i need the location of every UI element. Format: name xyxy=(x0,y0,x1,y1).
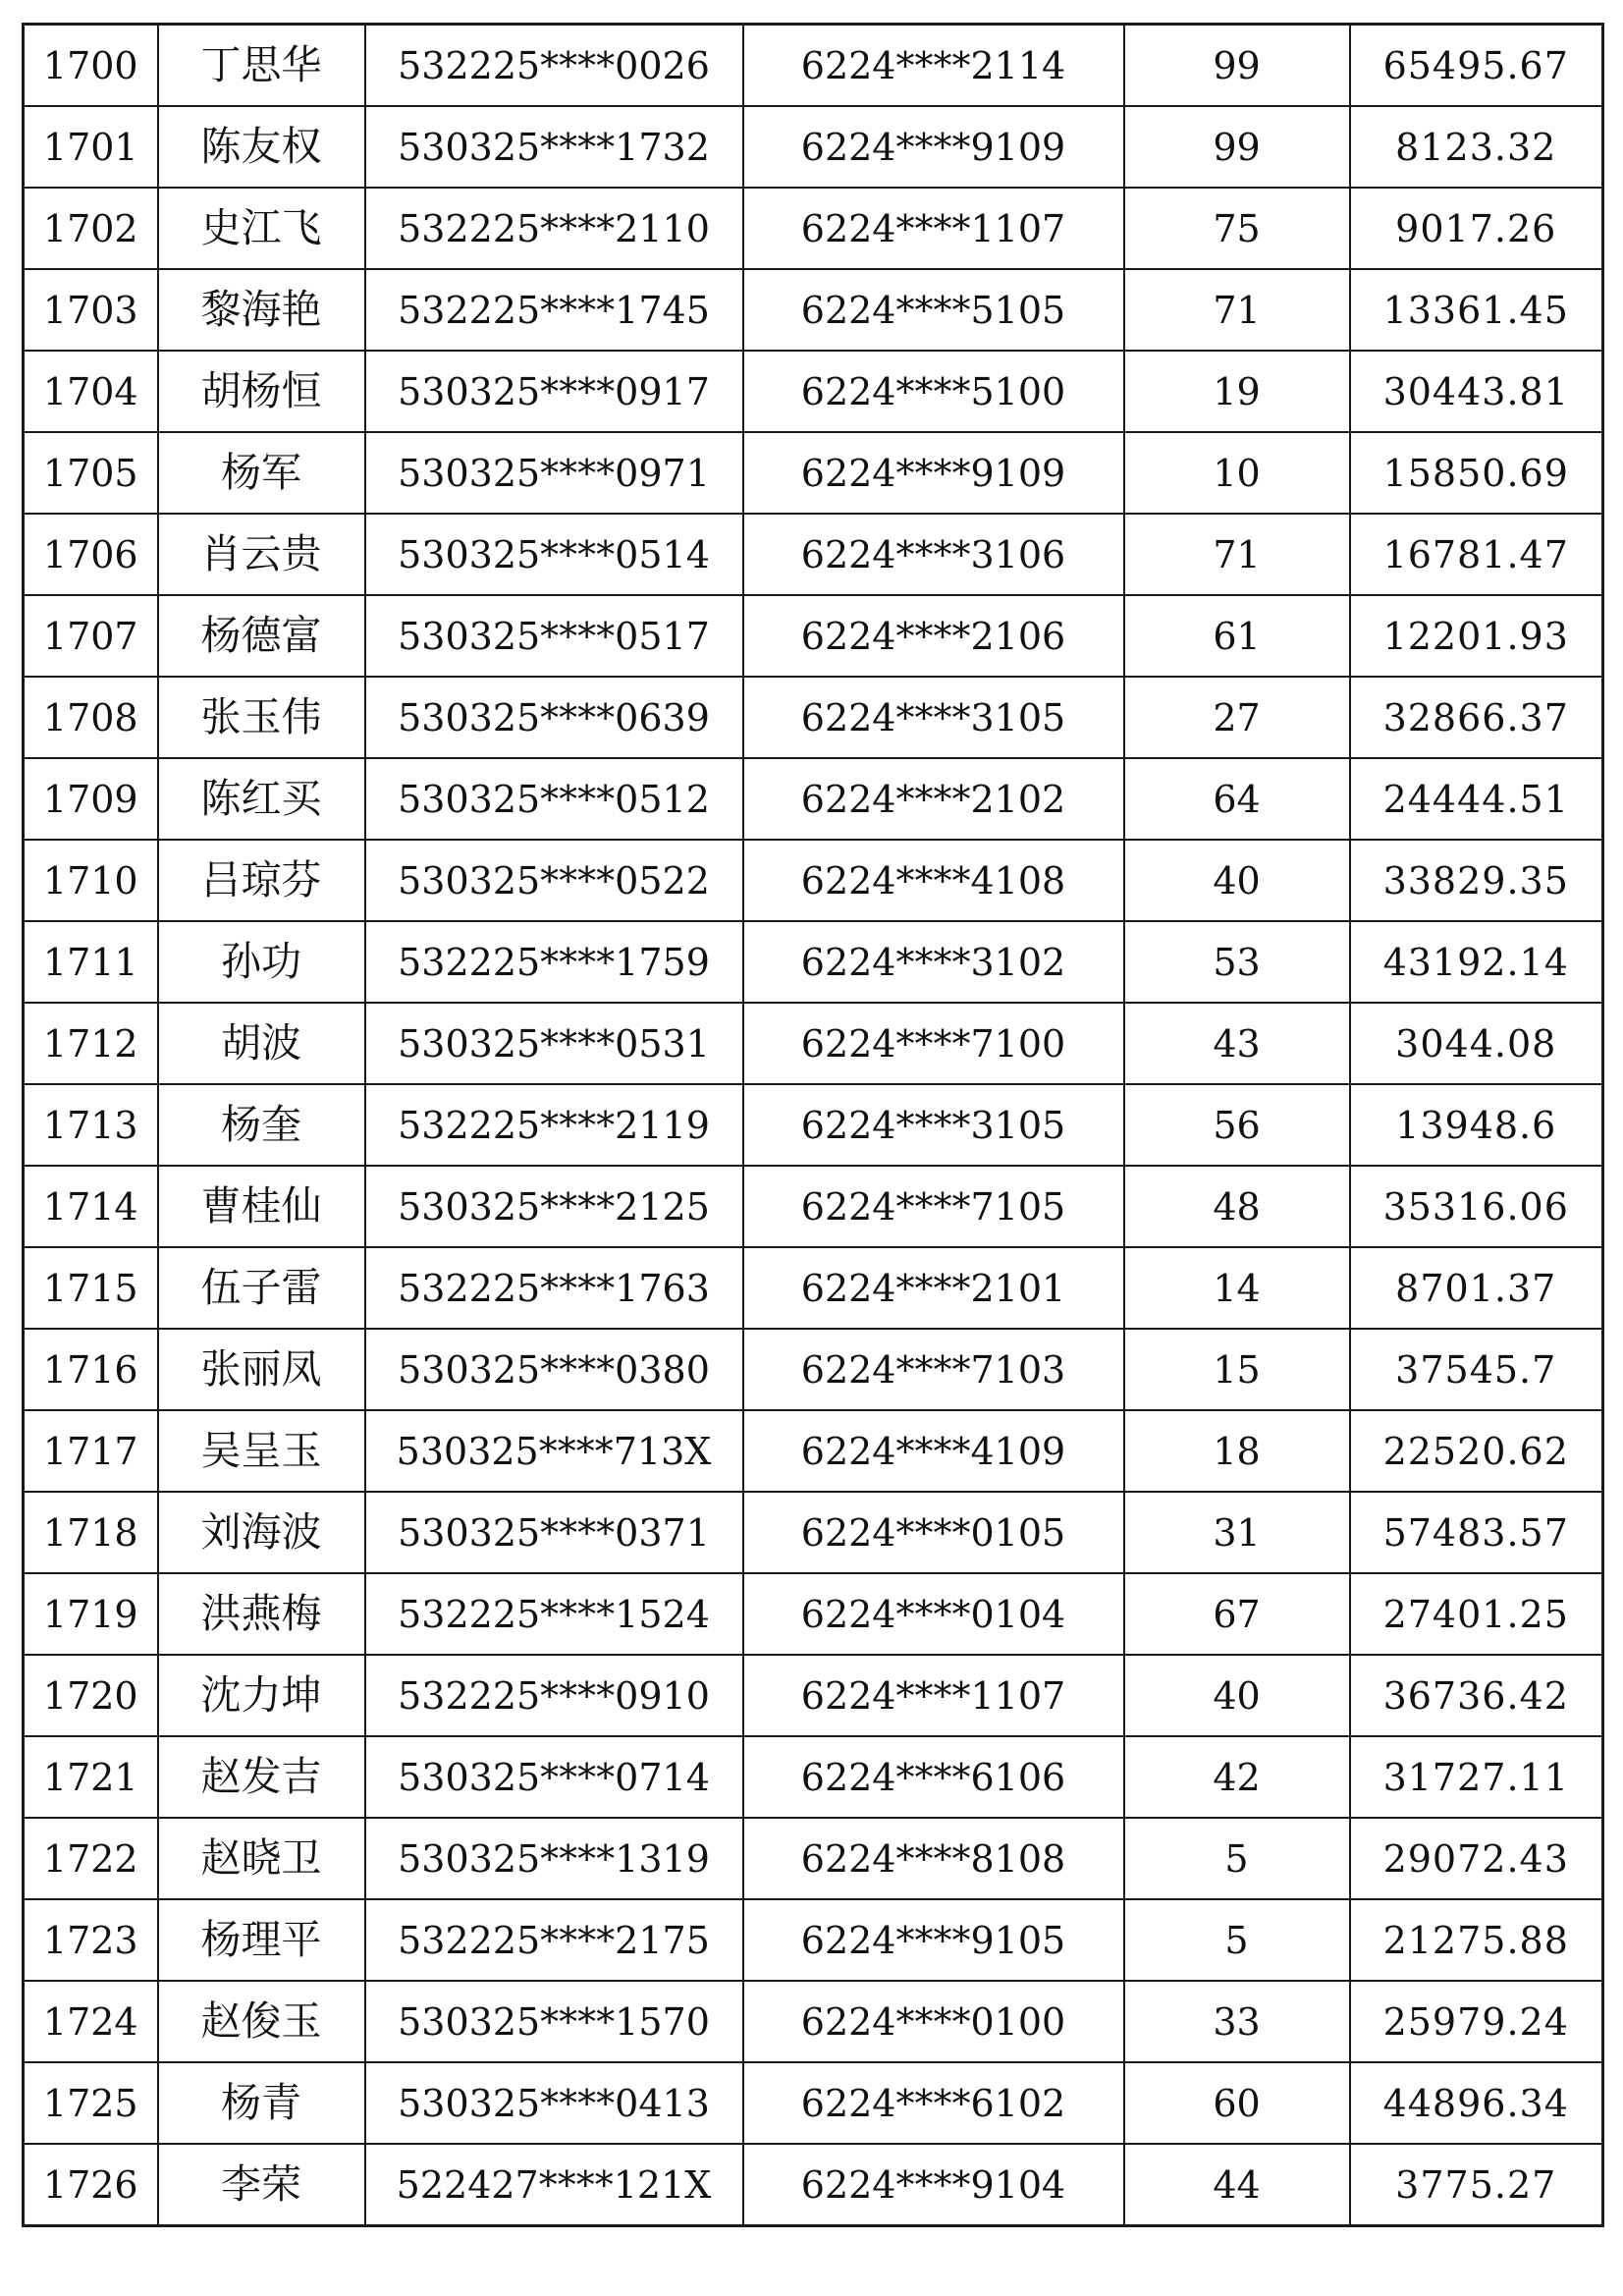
id-number-cell: 532225****2175 xyxy=(365,1899,743,1981)
id-number-cell: 530325****0512 xyxy=(365,758,743,840)
table-row xyxy=(24,432,1603,514)
card-number-cell: 6224****3102 xyxy=(743,921,1124,1003)
table-row xyxy=(24,25,1603,107)
card-number-cell: 6224****4109 xyxy=(743,1410,1124,1492)
serial-number-cell: 1701 xyxy=(24,106,158,188)
table-row xyxy=(24,1573,1603,1655)
amount-cell: 24444.51 xyxy=(1350,758,1603,840)
table-row xyxy=(24,1329,1603,1410)
serial-number-cell: 1702 xyxy=(24,188,158,269)
count-cell: 53 xyxy=(1124,921,1350,1003)
serial-number-cell: 1704 xyxy=(24,351,158,432)
name-cell: 史江飞 xyxy=(158,188,365,269)
card-number-cell: 6224****2101 xyxy=(743,1247,1124,1329)
name-cell: 肖云贵 xyxy=(158,514,365,595)
serial-number-cell: 1714 xyxy=(24,1166,158,1247)
amount-cell: 22520.62 xyxy=(1350,1410,1603,1492)
serial-number-cell: 1711 xyxy=(24,921,158,1003)
card-number-cell: 6224****5100 xyxy=(743,351,1124,432)
id-number-cell: 530325****0917 xyxy=(365,351,743,432)
card-number-cell: 6224****0100 xyxy=(743,1981,1124,2062)
serial-number-cell: 1725 xyxy=(24,2062,158,2144)
card-number-cell: 6224****9109 xyxy=(743,432,1124,514)
serial-number-cell: 1726 xyxy=(24,2144,158,2226)
count-cell: 61 xyxy=(1124,595,1350,677)
count-cell: 14 xyxy=(1124,1247,1350,1329)
roster-body xyxy=(24,25,1603,2226)
card-number-cell: 6224****3106 xyxy=(743,514,1124,595)
card-number-cell: 6224****1107 xyxy=(743,188,1124,269)
card-number-cell: 6224****2102 xyxy=(743,758,1124,840)
roster-table xyxy=(22,23,1604,2227)
serial-number-cell: 1710 xyxy=(24,840,158,921)
name-cell: 胡杨恒 xyxy=(158,351,365,432)
name-cell: 刘海波 xyxy=(158,1492,365,1573)
count-cell: 31 xyxy=(1124,1492,1350,1573)
name-cell: 陈红买 xyxy=(158,758,365,840)
card-number-cell: 6224****9109 xyxy=(743,106,1124,188)
count-cell: 18 xyxy=(1124,1410,1350,1492)
amount-cell: 43192.14 xyxy=(1350,921,1603,1003)
count-cell: 40 xyxy=(1124,1655,1350,1736)
table-row xyxy=(24,1166,1603,1247)
amount-cell: 37545.7 xyxy=(1350,1329,1603,1410)
count-cell: 56 xyxy=(1124,1084,1350,1166)
amount-cell: 15850.69 xyxy=(1350,432,1603,514)
count-cell: 5 xyxy=(1124,1818,1350,1899)
amount-cell: 8123.32 xyxy=(1350,106,1603,188)
card-number-cell: 6224****7105 xyxy=(743,1166,1124,1247)
name-cell: 洪燕梅 xyxy=(158,1573,365,1655)
table-row xyxy=(24,1410,1603,1492)
table-row xyxy=(24,106,1603,188)
serial-number-cell: 1719 xyxy=(24,1573,158,1655)
count-cell: 15 xyxy=(1124,1329,1350,1410)
table-row xyxy=(24,840,1603,921)
id-number-cell: 532225****1763 xyxy=(365,1247,743,1329)
count-cell: 75 xyxy=(1124,188,1350,269)
amount-cell: 32866.37 xyxy=(1350,677,1603,758)
amount-cell: 33829.35 xyxy=(1350,840,1603,921)
table-row xyxy=(24,1981,1603,2062)
id-number-cell: 530325****0380 xyxy=(365,1329,743,1410)
amount-cell: 13948.6 xyxy=(1350,1084,1603,1166)
count-cell: 44 xyxy=(1124,2144,1350,2226)
amount-cell: 3044.08 xyxy=(1350,1003,1603,1084)
card-number-cell: 6224****9104 xyxy=(743,2144,1124,2226)
card-number-cell: 6224****2106 xyxy=(743,595,1124,677)
name-cell: 黎海艳 xyxy=(158,269,365,351)
name-cell: 陈友权 xyxy=(158,106,365,188)
name-cell: 赵发吉 xyxy=(158,1736,365,1818)
id-number-cell: 530325****0371 xyxy=(365,1492,743,1573)
amount-cell: 30443.81 xyxy=(1350,351,1603,432)
name-cell: 曹桂仙 xyxy=(158,1166,365,1247)
id-number-cell: 530325****0639 xyxy=(365,677,743,758)
name-cell: 吕琼芬 xyxy=(158,840,365,921)
count-cell: 33 xyxy=(1124,1981,1350,2062)
id-number-cell: 530325****2125 xyxy=(365,1166,743,1247)
name-cell: 伍子雷 xyxy=(158,1247,365,1329)
table-row xyxy=(24,1655,1603,1736)
card-number-cell: 6224****0105 xyxy=(743,1492,1124,1573)
card-number-cell: 6224****3105 xyxy=(743,1084,1124,1166)
serial-number-cell: 1703 xyxy=(24,269,158,351)
card-number-cell: 6224****5105 xyxy=(743,269,1124,351)
card-number-cell: 6224****7100 xyxy=(743,1003,1124,1084)
serial-number-cell: 1720 xyxy=(24,1655,158,1736)
table-row xyxy=(24,2062,1603,2144)
name-cell: 丁思华 xyxy=(158,25,365,107)
card-number-cell: 6224****6102 xyxy=(743,2062,1124,2144)
amount-cell: 31727.11 xyxy=(1350,1736,1603,1818)
table-row xyxy=(24,595,1603,677)
amount-cell: 12201.93 xyxy=(1350,595,1603,677)
serial-number-cell: 1723 xyxy=(24,1899,158,1981)
card-number-cell: 6224****2114 xyxy=(743,25,1124,107)
count-cell: 67 xyxy=(1124,1573,1350,1655)
count-cell: 42 xyxy=(1124,1736,1350,1818)
serial-number-cell: 1722 xyxy=(24,1818,158,1899)
amount-cell: 8701.37 xyxy=(1350,1247,1603,1329)
table-row xyxy=(24,1003,1603,1084)
serial-number-cell: 1705 xyxy=(24,432,158,514)
name-cell: 胡波 xyxy=(158,1003,365,1084)
name-cell: 杨奎 xyxy=(158,1084,365,1166)
serial-number-cell: 1717 xyxy=(24,1410,158,1492)
id-number-cell: 530325****1319 xyxy=(365,1818,743,1899)
id-number-cell: 530325****0413 xyxy=(365,2062,743,2144)
name-cell: 杨青 xyxy=(158,2062,365,2144)
card-number-cell: 6224****6106 xyxy=(743,1736,1124,1818)
name-cell: 张玉伟 xyxy=(158,677,365,758)
id-number-cell: 532225****1759 xyxy=(365,921,743,1003)
count-cell: 64 xyxy=(1124,758,1350,840)
serial-number-cell: 1721 xyxy=(24,1736,158,1818)
table-row xyxy=(24,1899,1603,1981)
serial-number-cell: 1708 xyxy=(24,677,158,758)
id-number-cell: 530325****0517 xyxy=(365,595,743,677)
id-number-cell: 532225****2110 xyxy=(365,188,743,269)
amount-cell: 3775.27 xyxy=(1350,2144,1603,2226)
name-cell: 吴呈玉 xyxy=(158,1410,365,1492)
table-row xyxy=(24,351,1603,432)
card-number-cell: 6224****3105 xyxy=(743,677,1124,758)
id-number-cell: 530325****713X xyxy=(365,1410,743,1492)
name-cell: 赵俊玉 xyxy=(158,1981,365,2062)
count-cell: 60 xyxy=(1124,2062,1350,2144)
table-row xyxy=(24,1084,1603,1166)
count-cell: 71 xyxy=(1124,514,1350,595)
id-number-cell: 530325****0714 xyxy=(365,1736,743,1818)
name-cell: 张丽凤 xyxy=(158,1329,365,1410)
count-cell: 99 xyxy=(1124,25,1350,107)
id-number-cell: 530325****1570 xyxy=(365,1981,743,2062)
count-cell: 99 xyxy=(1124,106,1350,188)
count-cell: 40 xyxy=(1124,840,1350,921)
name-cell: 杨军 xyxy=(158,432,365,514)
serial-number-cell: 1716 xyxy=(24,1329,158,1410)
card-number-cell: 6224****0104 xyxy=(743,1573,1124,1655)
table-row xyxy=(24,514,1603,595)
count-cell: 43 xyxy=(1124,1003,1350,1084)
serial-number-cell: 1709 xyxy=(24,758,158,840)
amount-cell: 36736.42 xyxy=(1350,1655,1603,1736)
serial-number-cell: 1712 xyxy=(24,1003,158,1084)
id-number-cell: 532225****0910 xyxy=(365,1655,743,1736)
count-cell: 71 xyxy=(1124,269,1350,351)
table-row xyxy=(24,269,1603,351)
name-cell: 赵晓卫 xyxy=(158,1818,365,1899)
table-row xyxy=(24,1736,1603,1818)
count-cell: 27 xyxy=(1124,677,1350,758)
amount-cell: 57483.57 xyxy=(1350,1492,1603,1573)
name-cell: 孙功 xyxy=(158,921,365,1003)
name-cell: 李荣 xyxy=(158,2144,365,2226)
id-number-cell: 532225****1745 xyxy=(365,269,743,351)
amount-cell: 44896.34 xyxy=(1350,2062,1603,2144)
serial-number-cell: 1713 xyxy=(24,1084,158,1166)
table-row xyxy=(24,188,1603,269)
serial-number-cell: 1718 xyxy=(24,1492,158,1573)
id-number-cell: 530325****0971 xyxy=(365,432,743,514)
table-row xyxy=(24,677,1603,758)
amount-cell: 35316.06 xyxy=(1350,1166,1603,1247)
table-row xyxy=(24,1247,1603,1329)
name-cell: 沈力坤 xyxy=(158,1655,365,1736)
id-number-cell: 530325****0531 xyxy=(365,1003,743,1084)
serial-number-cell: 1724 xyxy=(24,1981,158,2062)
serial-number-cell: 1706 xyxy=(24,514,158,595)
amount-cell: 25979.24 xyxy=(1350,1981,1603,2062)
card-number-cell: 6224****9105 xyxy=(743,1899,1124,1981)
id-number-cell: 522427****121X xyxy=(365,2144,743,2226)
name-cell: 杨德富 xyxy=(158,595,365,677)
card-number-cell: 6224****1107 xyxy=(743,1655,1124,1736)
card-number-cell: 6224****8108 xyxy=(743,1818,1124,1899)
id-number-cell: 532225****2119 xyxy=(365,1084,743,1166)
serial-number-cell: 1707 xyxy=(24,595,158,677)
id-number-cell: 530325****0514 xyxy=(365,514,743,595)
count-cell: 19 xyxy=(1124,351,1350,432)
amount-cell: 16781.47 xyxy=(1350,514,1603,595)
serial-number-cell: 1715 xyxy=(24,1247,158,1329)
serial-number-cell: 1700 xyxy=(24,25,158,107)
amount-cell: 21275.88 xyxy=(1350,1899,1603,1981)
id-number-cell: 532225****0026 xyxy=(365,25,743,107)
amount-cell: 65495.67 xyxy=(1350,25,1603,107)
name-cell: 杨理平 xyxy=(158,1899,365,1981)
table-row xyxy=(24,921,1603,1003)
table-row xyxy=(24,1818,1603,1899)
amount-cell: 13361.45 xyxy=(1350,269,1603,351)
amount-cell: 9017.26 xyxy=(1350,188,1603,269)
table-row xyxy=(24,1492,1603,1573)
amount-cell: 29072.43 xyxy=(1350,1818,1603,1899)
id-number-cell: 532225****1524 xyxy=(365,1573,743,1655)
count-cell: 5 xyxy=(1124,1899,1350,1981)
card-number-cell: 6224****7103 xyxy=(743,1329,1124,1410)
id-number-cell: 530325****1732 xyxy=(365,106,743,188)
amount-cell: 27401.25 xyxy=(1350,1573,1603,1655)
id-number-cell: 530325****0522 xyxy=(365,840,743,921)
count-cell: 48 xyxy=(1124,1166,1350,1247)
count-cell: 10 xyxy=(1124,432,1350,514)
table-row xyxy=(24,758,1603,840)
table-row xyxy=(24,2144,1603,2226)
card-number-cell: 6224****4108 xyxy=(743,840,1124,921)
